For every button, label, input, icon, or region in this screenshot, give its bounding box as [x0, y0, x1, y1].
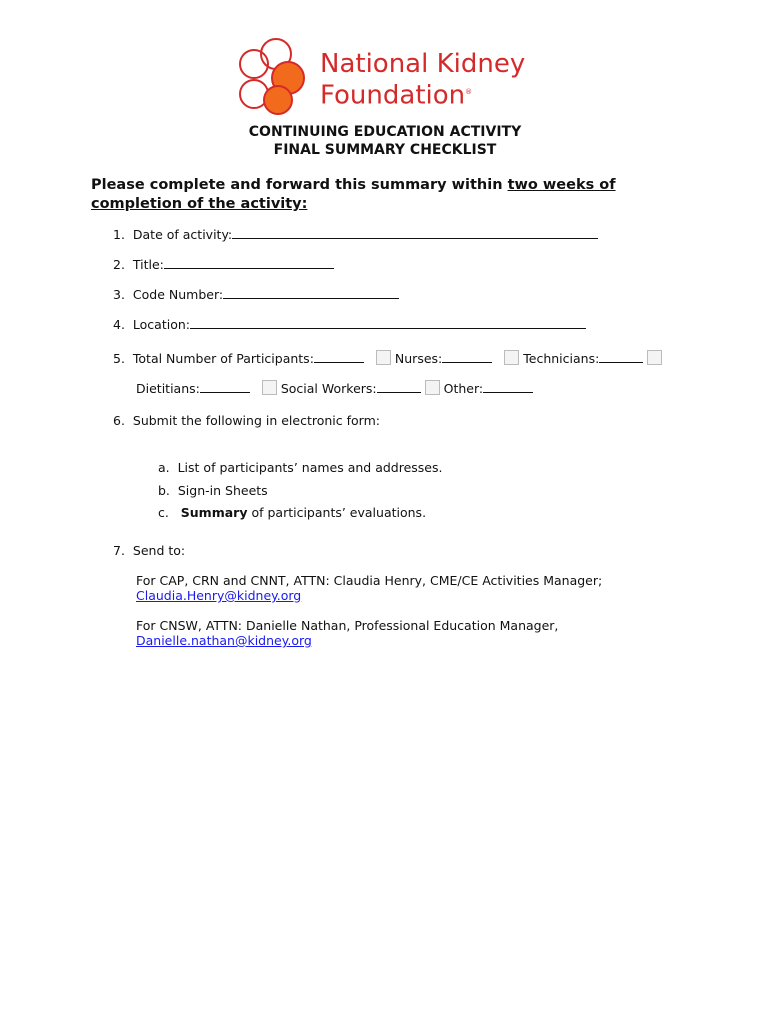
- item-title: 2. Title:: [113, 257, 334, 272]
- item-code: 3. Code Number:: [113, 287, 399, 302]
- date-field[interactable]: [232, 227, 598, 239]
- item-location: 4. Location:: [113, 317, 586, 332]
- heading-line1: CONTINUING EDUCATION ACTIVITY: [248, 124, 522, 140]
- send-cnsw: For CNSW, ATTN: Danielle Nathan, Professional Education Manager, Danielle.nathan@kidney.org: [136, 618, 559, 648]
- dietitians-field[interactable]: [200, 381, 250, 393]
- item-submit: 6. Submit the following in electronic form:: [113, 413, 380, 428]
- technicians-field[interactable]: [599, 351, 643, 363]
- heading-line2: FINAL SUMMARY CHECKLIST: [273, 142, 497, 158]
- location-field[interactable]: [190, 317, 586, 329]
- code-field[interactable]: [223, 287, 399, 299]
- nurses-field[interactable]: [442, 351, 492, 363]
- other-checkbox[interactable]: [425, 380, 440, 395]
- social-workers-checkbox[interactable]: [262, 380, 277, 395]
- item-send: 7. Send to:: [113, 543, 186, 558]
- total-field[interactable]: [314, 351, 364, 363]
- technicians-checkbox[interactable]: [504, 350, 519, 365]
- nurses-checkbox[interactable]: [376, 350, 391, 365]
- submit-item-c: c. Summary of participants’ evaluations.: [158, 505, 427, 520]
- instruction-text: Please complete and forward this summary within two weeks of completion of the activity:: [91, 177, 616, 212]
- item-participants: 5. Total Number of Participants: Nurses: Technicians:: [113, 350, 666, 366]
- send-cap: For CAP, CRN and CNNT, ATTN: Claudia Henry, CME/CE Activities Manager; Claudia.Henry@kidney.org: [136, 573, 603, 603]
- item-date: 1. Date of activity:: [113, 227, 598, 242]
- other-field[interactable]: [483, 381, 533, 393]
- social-workers-field[interactable]: [377, 381, 421, 393]
- dietitians-checkbox[interactable]: [647, 350, 662, 365]
- submit-item-b: b. Sign-in Sheets: [158, 483, 268, 498]
- nkf-logo-icon: [236, 36, 316, 118]
- email-link-danielle[interactable]: Danielle.nathan@kidney.org: [136, 633, 312, 648]
- title-field[interactable]: [164, 257, 334, 269]
- item-participants-row2: Dietitians: Social Workers: Other:: [136, 380, 533, 396]
- submit-item-a: a. List of participants’ names and addresses.: [158, 460, 443, 475]
- email-link-claudia[interactable]: Claudia.Henry@kidney.org: [136, 588, 302, 603]
- logo-text: National Kidney Foundation®: [320, 49, 526, 111]
